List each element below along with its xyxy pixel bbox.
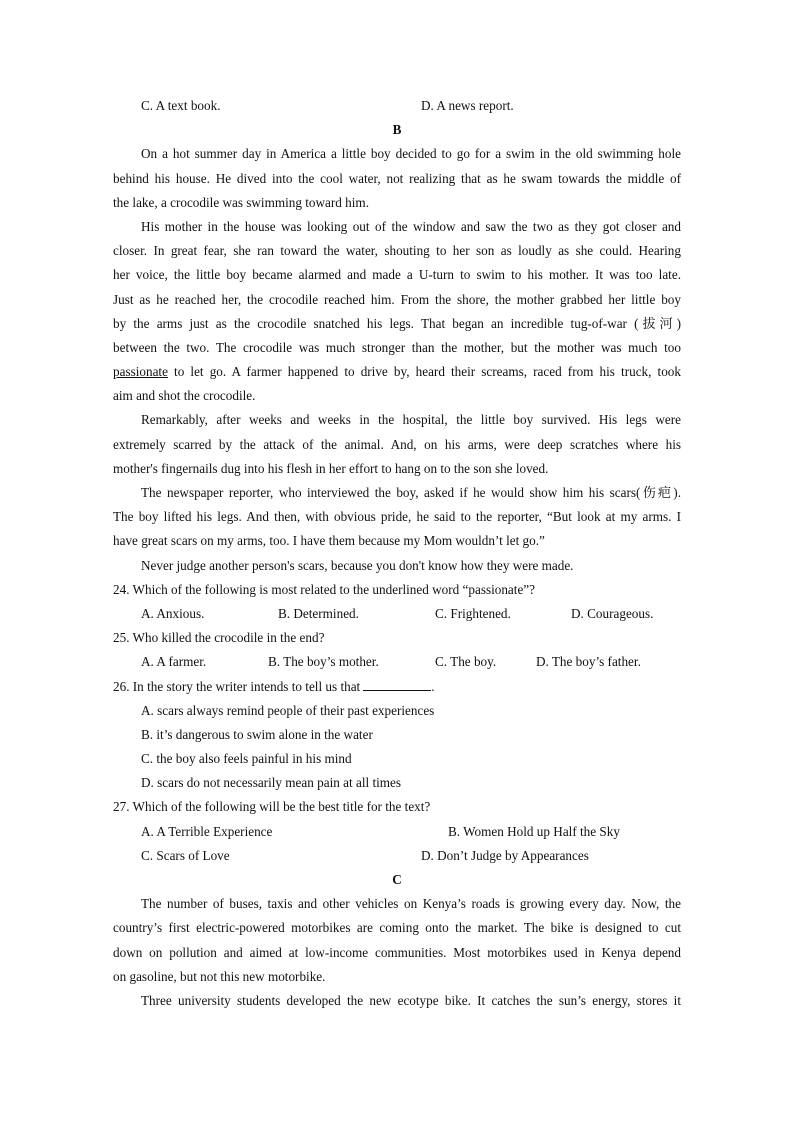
q24-option-c: C. Frightened. (435, 605, 511, 621)
b-p2-line-underlined (113, 360, 681, 384)
b-p1-line: On a hot summer day in America a little boy decided to go for a swim in the old swimming hole (141, 146, 681, 162)
exam-page (113, 94, 681, 1013)
q25-stem: 25. Who killed the crocodile in the end? (113, 630, 325, 646)
b-p1-line: the lake, a crocodile was swimming toward him. (113, 194, 369, 210)
b-p2-line: Just as he reached her, the crocodile reached him. From the shore, the mother grabbed her little boy (113, 291, 681, 307)
q26-option-b: B. it’s dangerous to swim alone in the water (141, 726, 373, 742)
b-p2-line: closer. In great fear, she ran toward the water, shouting to her son as loudly as she could. Hearing (113, 243, 681, 259)
section-b-heading: B (392, 122, 402, 138)
q27-option-c: C. Scars of Love (141, 847, 230, 863)
q24-stem: 24. Which of the following is most related to the underlined word “passionate”? (113, 581, 536, 597)
q25-option-a: A. A farmer. (141, 654, 207, 670)
b-p2-line: between the two. The crocodile was much stronger than the mother, but the mother was much too (113, 339, 681, 355)
q26-stem-line (113, 675, 681, 699)
q26-stem-end: . (431, 678, 435, 694)
q25-options (113, 650, 681, 674)
b-p4-line: have great scars on my arms, too. I have them because my Mom wouldn’t let go.” (113, 533, 545, 549)
q24-option-a: A. Anxious. (141, 605, 205, 621)
c-p1-line: The number of buses, taxis and other vehicles on Kenya’s roads is growing every day. Now, the (141, 896, 681, 912)
q26-stem: 26. In the story the writer intends to tell us that (113, 678, 361, 694)
option-c: C. A text book. (141, 98, 221, 113)
b-p5-line: Never judge another person's scars, because you don't know how they were made. (141, 557, 574, 573)
q27-option-b: B. Women Hold up Half the Sky (448, 823, 620, 839)
answer-blank (363, 677, 431, 691)
q27-options-row2 (113, 844, 681, 868)
b-p3-line: mother's fingernails dug into his flesh in her effort to hang on to the son she loved. (113, 460, 549, 476)
b-p4-line: The boy lifted his legs. And then, with obvious pride, he said to the reporter, “But look at my arms. I (113, 509, 681, 525)
q25-option-c: C. The boy. (435, 654, 497, 670)
prev-options-row (113, 94, 681, 118)
q26-option-c: C. the boy also feels painful in his mind (141, 751, 352, 767)
option-d: D. A news report. (421, 98, 514, 113)
b-p2-after: to let go. A farmer happened to drive by, heard their screams, raced from his truck, took (167, 364, 681, 380)
q27-option-a: A. A Terrible Experience (141, 823, 273, 839)
q24-options (113, 602, 681, 626)
q26-option-d: D. scars do not necessarily mean pain at all times (141, 775, 402, 791)
q25-option-b: B. The boy’s mother. (268, 654, 379, 670)
b-p2-line: His mother in the house was looking out of the window and saw the two as they got closer and (141, 218, 681, 234)
c-p2-line: Three university students developed the new ecotype bike. It catches the sun’s energy, stores it (141, 992, 681, 1008)
q24-option-b: B. Determined. (278, 605, 359, 621)
c-p1-line: down on pollution and aimed at low-income communities. Most motorbikes used in Kenya depend (113, 944, 681, 960)
b-p2-line: by the arms just as the crocodile snatched his legs. That began an incredible tug-of-war (拔河) (113, 315, 681, 331)
underlined-word: passionate (113, 364, 168, 380)
c-p1-line: on gasoline, but not this new motorbike. (113, 968, 326, 984)
q25-option-d: D. The boy’s father. (536, 654, 641, 670)
b-p2-line: her voice, the little boy became alarmed and made a U-turn to swim to his mother. It was too late. (113, 267, 681, 283)
q27-option-d: D. Don’t Judge by Appearances (421, 847, 589, 863)
c-p1-line: country’s first electric-powered motorbikes are coming onto the market. The bike is designed to cut (113, 920, 681, 936)
b-p3-line: Remarkably, after weeks and weeks in the hospital, the little boy survived. His legs were (141, 412, 681, 428)
b-p4-line: The newspaper reporter, who interviewed the boy, asked if he would show him his scars(伤疤). (141, 485, 681, 500)
q26-option-a: A. scars always remind people of their past experiences (141, 702, 435, 718)
b-p2-line: aim and shot the crocodile. (113, 388, 256, 404)
section-c-heading: C (392, 872, 402, 887)
q27-stem: 27. Which of the following will be the best title for the text? (113, 799, 431, 815)
q24-option-d: D. Courageous. (571, 605, 654, 621)
q27-options-row1 (113, 820, 681, 844)
b-p1-line: behind his house. He dived into the cool water, not realizing that as he swam towards the middle of (113, 170, 681, 186)
b-p3-line: extremely scarred by the attack of the animal. And, on his arms, were deep scratches where his (113, 436, 681, 452)
